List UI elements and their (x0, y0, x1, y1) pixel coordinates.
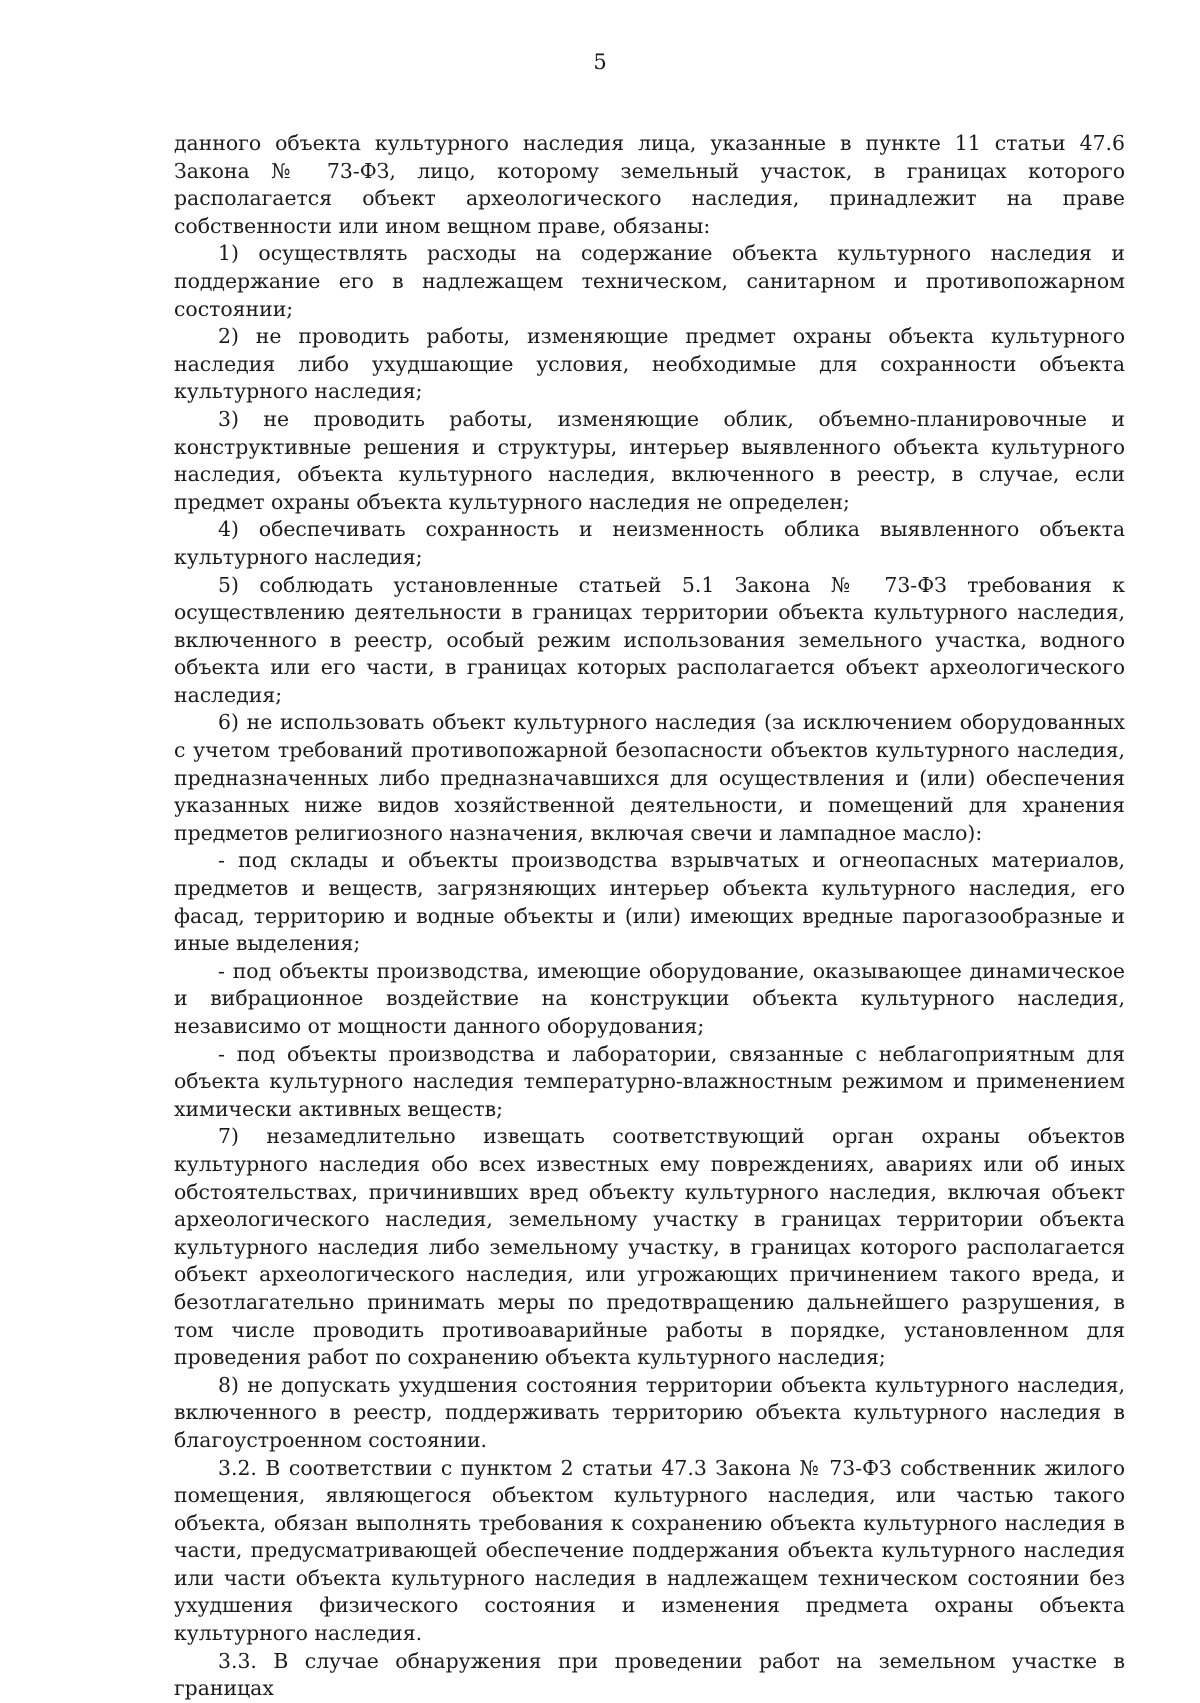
sub-item-laboratories: - под объекты производства и лаборатории, связанные с неблагоприятным для объекта культурного наследия температурно-влажностным режимом и применением химически активных веществ; (174, 1041, 1125, 1121)
sub-item-warehouses: - под склады и объекты производства взрывчатых и огнеопасных материалов, предметов и веществ, загрязняющих интерьер объекта культурного наследия, его фасад, территорию и водные объекты и (или) имеющих вредные парогазообразные и иные выделения; (174, 848, 1125, 956)
sub-item-vibration: - под объекты производства, имеющие оборудование, оказывающее динамическое и вибрационное воздействие на конструкции объекта культурного наследия, независимо от мощности данного оборудования; (174, 958, 1125, 1038)
list-item-4: 4) обеспечивать сохранность и неизменность облика выявленного объекта культурного наследия; (174, 517, 1125, 569)
list-item-2: 2) не проводить работы, изменяющие предмет охраны объекта культурного наследия либо ухудшающие условия, необходимые для сохранности объекта культурного наследия; (174, 324, 1125, 404)
document-body (174, 130, 1125, 1703)
clause-3-3: 3.3. В случае обнаружения при проведении работ на земельном участке в границах (174, 1648, 1125, 1701)
page-number: 5 (593, 50, 607, 74)
list-item-6: 6) не использовать объект культурного наследия (за исключением оборудованных с учетом требований противопожарной безопасности объектов культурного наследия, предназначенных либо предназначавшихся для осуществления и (или) обеспечения указанных ниже видов хозяйственной деятельности, и помещений для хранения предметов религиозного назначения, включая свечи и лампадное масло): (174, 710, 1125, 845)
paragraph-intro: данного объекта культурного наследия лица, указанные в пункте 11 статьи 47.6 Закона № 73-ФЗ, лицо, которому земельный участок, в границах которого располагается объект археологического наследия, принадлежит на праве собственности или ином вещном праве, обязаны: (174, 131, 1125, 238)
list-item-5: 5) соблюдать установленные статьей 5.1 Закона № 73-ФЗ требования к осуществлению деятельности в границах территории объекта культурного наследия, включенного в реестр, особый режим использования земельного участка, водного объекта или его части, в границах которых располагается объект археологического наследия; (174, 572, 1125, 707)
list-item-3: 3) не проводить работы, изменяющие облик, объемно-планировочные и конструктивные решения и структуры, интерьер выявленного объекта культурного наследия, объекта культурного наследия, включенного в реестр, в случае, если предмет охраны объекта культурного наследия не определен; (174, 406, 1125, 514)
list-item-8: 8) не допускать ухудшения состояния территории объекта культурного наследия, включенного в реестр, поддерживать территорию объекта культурного наследия в благоустроенном состоянии. (174, 1372, 1125, 1452)
clause-3-2: 3.2. В соответствии с пунктом 2 статьи 47.3 Закона № 73-ФЗ собственник жилого помещения, являющегося объектом культурного наследия, или частью такого объекта, обязан выполнять требования к сохранению объекта культурного наследия в части, предусматривающей обеспечение поддержания объекта культурного наследия или части объекта культурного наследия в надлежащем техническом состоянии без ухудшения физического состояния и изменения предмета охраны объекта культурного наследия. (174, 1455, 1125, 1646)
list-item-7: 7) незамедлительно извещать соответствующий орган охраны объектов культурного наследия обо всех известных ему повреждениях, авариях или об иных обстоятельствах, причинивших вред объекту культурного наследия, включая объект археологического наследия, земельному участку в границах территории объекта культурного наследия либо земельному участку, в границах которого располагается объект археологического наследия, или угрожающих причинением такого вреда, и безотлагательно принимать меры по предотвращению дальнейшего разрушения, в том числе проводить противоаварийные работы в порядке, установленном для проведения работ по сохранению объекта культурного наследия; (174, 1124, 1125, 1370)
list-item-1: 1) осуществлять расходы на содержание объекта культурного наследия и поддержание его в надлежащем техническом, санитарном и противопожарном состоянии; (174, 241, 1125, 321)
